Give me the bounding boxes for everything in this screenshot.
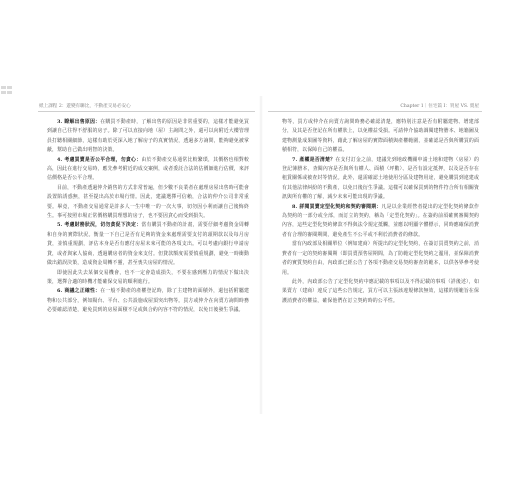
paragraph [47, 269, 249, 288]
right-header-rule [268, 111, 482, 112]
paragraph-text: 在一般不動產的產權登記時，除了主建物的面積外，還包括附屬建物和公共部分，例如陽台、平台、公共設施或屋頂突出物等。買方或仲介在向賣方詢問時務必要確認清楚，避免買到的房屋面積不足或與合約內容不符的情況，以免日後發生爭議。 [47, 288, 250, 314]
right-page-body [282, 118, 479, 306]
publisher-logo-icon [1, 86, 13, 95]
paragraph [282, 203, 479, 241]
paragraph-text: 由於不動產交易通常比較繁瑣，其價格也相對較高，因此在進行交易時，應先參考附近的成交案例，或者委託合法的估價師進行估價，來評估價格是否公平合理。 [47, 156, 249, 182]
section-heading: 8. 詳閱買賣定型化契約和契約審閱期： [292, 203, 382, 210]
paragraph-text: 物等，買方或仲介在向賣方詢問時務必確認清楚，應特別注意是否有附屬建物、增建部分，及其是否登記在所有權狀上，以免權益受損。可請仲介協助調閱建物謄本、地籍圖及建物測量成果圖等資料，藉此了解房屋的實際面積與產權範圍，並確認是否與所購買的面積相符，以保障自己的權益。 [282, 119, 479, 154]
section-heading: 5. 考慮財務狀況，切勿貪促下決定： [57, 222, 142, 229]
paragraph-text: 在支付訂金之前，建議先到地政機關申請土地和建物（房屋）的登記簿謄本，查閱內容是否與所有權人、面積（坪數）、是否有設定抵押，以及是否存在租賃關係或被查封等情況。此外，還需確認土地使用分區及建物用途，避免購買到違建或有其他法律糾紛的不動產，以免日後衍生爭議。這樣可以確保買到的物件符合所有相關資訊與所有權的了解，減少未來可能出現的爭議。 [282, 156, 480, 201]
left-page-body [47, 118, 249, 316]
section-heading: 4. 考慮買賣是否公平合理，勿貪心： [57, 156, 142, 163]
paragraph [47, 184, 249, 222]
paragraph-text: 此外，內政部公告了定型化契約中應記載的事項以及不得記載的事項（詳後述），如果賣方（建商）違反了這些公告規定，買方可以主張該違規條款無效，這樣的規範旨在保護消費者的權益，確保他們在訂立契約時的公平性。 [282, 278, 479, 304]
left-header-rule [38, 111, 255, 112]
paragraph-text: 當有購買不動產的計畫，需要仔細考慮資金周轉和自身的實際狀況。衡量一下自己是否有足夠的資金來處理需要支付的頭期款以及每月房貸，並慎重規劃，評估本身是否有應付房屋未來可能的各項支出。可以考慮向銀行申請房貸，或者與家人協商，透過購房者的資金來支付。但貸款額度需要慎重規劃，避免一時衝動做出錯誤決策，造成資金周轉不靈，甚至喪失房屋的情況。 [47, 222, 249, 267]
paragraph-text: 當有內政部及相關單位（例如建商）所提出的定型化契約，在簽訂買賣契約之前，消費者有一定的契約審閱期（即買賣預售屋期間，為了防範定型化契約之濫用，並保障消費者的實質契約自由，內政部已經公告了各項不動產交易契約審查的範本，以供各界參考使用。 [282, 241, 479, 276]
section-heading: 7. 產權是否清楚？ [292, 156, 336, 163]
paragraph [47, 221, 249, 268]
paragraph [282, 118, 479, 156]
paragraph [47, 156, 249, 184]
paragraph [282, 278, 479, 306]
paragraph-text: 目前，不動產透過仲介銷售的方式非常普遍，但少數不良業者在處理房屋出售時可能會設置陷誘惑無，甚至提出高於市場行情。因此，建議選擇可信賴，合法的仲介公司非常重要。畢竟，不動產交易通常是許多人一生中唯一的一次大事，切勿因小利而讓自己後悔終生。事可按照市場正常價格購買理想的房子，也不要因貪心而受到損失。 [47, 184, 249, 220]
book-gutter [259, 96, 263, 414]
section-heading: 3. 瞭解出售原因： [57, 119, 101, 125]
right-running-header: Chapter 1｜住宅篇 I：買屋 VS. 賣屋 [400, 104, 479, 109]
paragraph-text: 即使因此失去某個交易機會，也不一定會造成損失，不要在感到壓力的情況下做出決策，選擇合適的時機才能確保交易的順利進行。 [47, 269, 249, 285]
section-heading: 6. 商議之正確性： [57, 288, 101, 295]
left-running-header: 紙上課程 2：遊變有聯比，不動產交易必安心 [39, 104, 131, 109]
paragraph-text: 在購買不動產時，了解出售的原因是非常重要的，這樣才能避免買到讓自己往得不舒服的房子。除了可以直接向地（屋）主詢問之外，還可以向附近大樓管理員打聽相關細節，這樣有助於更深入地了解房子的真實情況，透過多方詢問，能夠避免被掌蔽，幫助自己做出明智的決策。 [47, 119, 250, 154]
paragraph [47, 287, 249, 315]
paragraph-text: 凡是以企業經營者提出的定型化契約條款作為契約的一部分或全部，而訂立的契約，稱為「定型化契約」。在簽約前須確實審閱契約內容，這些定型化契約條款不得與法令規定抵觸，並應以明顯字體標示，同時應確保消費者有合理的審閱期間，避免產生不公平或不利於消費者的條款。 [282, 203, 479, 238]
paragraph [282, 156, 479, 203]
paragraph [282, 240, 479, 278]
paragraph [47, 118, 249, 156]
